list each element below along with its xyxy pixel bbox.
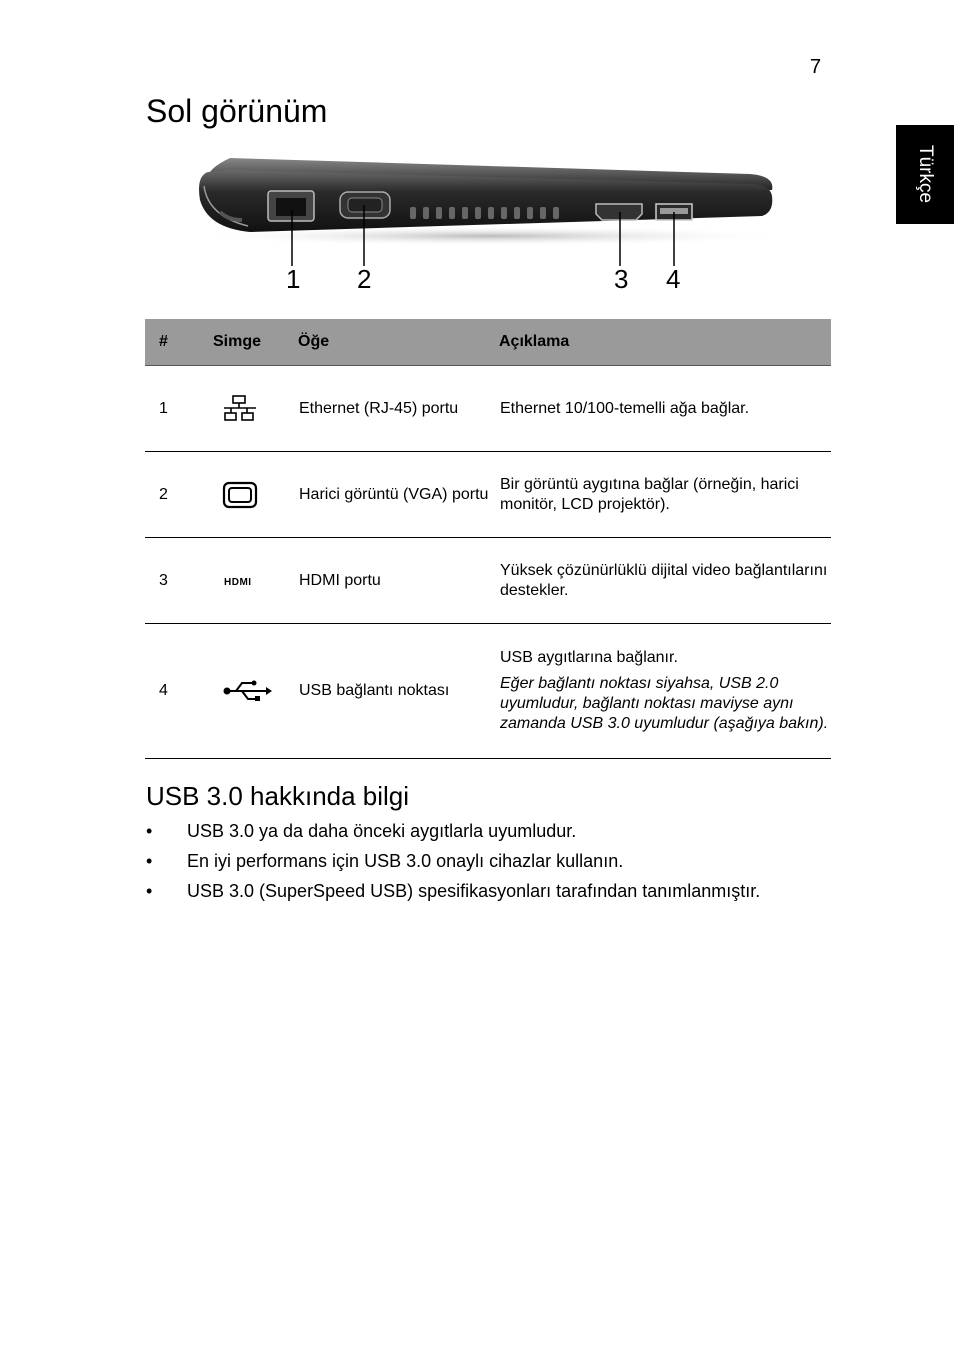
usb-bullet-list bbox=[146, 820, 826, 910]
header-number: # bbox=[145, 319, 213, 366]
vga-icon bbox=[222, 481, 258, 509]
callout-4: 4 bbox=[666, 264, 681, 294]
row-description-note: Eğer bağlantı noktası siyahsa, USB 2.0 uyumludur, bağlantı noktası maviyse aynı zamanda USB 3.0 uyumludur (aşağıya bakın). bbox=[500, 675, 829, 732]
row-number: 4 bbox=[145, 624, 213, 759]
usb-section-title: USB 3.0 hakkında bilgi bbox=[146, 781, 410, 811]
table-row bbox=[145, 624, 831, 759]
ethernet-icon bbox=[222, 394, 258, 424]
table-row bbox=[145, 538, 831, 624]
bullet-symbol: • bbox=[146, 851, 153, 871]
row-item: HDMI portu bbox=[298, 538, 499, 624]
row-description bbox=[499, 452, 831, 538]
row-description bbox=[499, 366, 831, 452]
row-number: 1 bbox=[145, 366, 213, 452]
laptop-left-side-figure bbox=[190, 150, 790, 300]
bullet-symbol: • bbox=[146, 821, 153, 841]
callout-2: 2 bbox=[357, 264, 372, 294]
hdmi-icon-text: HDMI bbox=[224, 576, 252, 588]
row-item: Ethernet (RJ-45) portu bbox=[298, 366, 499, 452]
row-number: 3 bbox=[145, 538, 213, 624]
callout-3: 3 bbox=[614, 264, 629, 294]
row-description bbox=[499, 538, 831, 624]
table-row bbox=[145, 452, 831, 538]
callout-1: 1 bbox=[286, 264, 301, 294]
list-item bbox=[146, 850, 826, 872]
row-item: USB bağlantı noktası bbox=[298, 624, 499, 759]
row-description-text: Yüksek çözünürlüklü dijital video bağlantılarını destekler. bbox=[500, 561, 828, 599]
list-item bbox=[146, 820, 826, 842]
bullet-text: USB 3.0 (SuperSpeed USB) spesifikasyonları tarafından tanımlanmıştır. bbox=[187, 881, 761, 901]
language-tab-label: Türkçe bbox=[915, 144, 936, 204]
bullet-text: USB 3.0 ya da daha önceki aygıtlarla uyumludur. bbox=[187, 821, 577, 841]
header-item: Öğe bbox=[298, 319, 499, 366]
ports-table bbox=[145, 319, 831, 759]
usb-icon bbox=[222, 679, 272, 703]
row-item: Harici görüntü (VGA) portu bbox=[298, 452, 499, 538]
list-item bbox=[146, 880, 826, 902]
page-title: Sol görünüm bbox=[146, 93, 328, 129]
table-row bbox=[145, 366, 831, 452]
table-header-row bbox=[145, 319, 831, 366]
bullet-text: En iyi performans için USB 3.0 onaylı cihazlar kullanın. bbox=[187, 851, 624, 871]
page-number: 7 bbox=[810, 56, 822, 78]
row-description-text: Bir görüntü aygıtına bağlar (örneğin, harici monitör, LCD projektör). bbox=[500, 475, 799, 513]
header-description: Açıklama bbox=[499, 319, 831, 366]
row-description-text: USB aygıtlarına bağlanır. bbox=[500, 649, 678, 666]
row-description-text: Ethernet 10/100-temelli ağa bağlar. bbox=[500, 399, 750, 417]
hdmi-icon bbox=[222, 574, 262, 588]
row-description bbox=[499, 624, 831, 759]
header-icon: Simge bbox=[213, 319, 298, 366]
bullet-symbol: • bbox=[146, 881, 153, 901]
language-tab bbox=[896, 125, 954, 224]
row-number: 2 bbox=[145, 452, 213, 538]
